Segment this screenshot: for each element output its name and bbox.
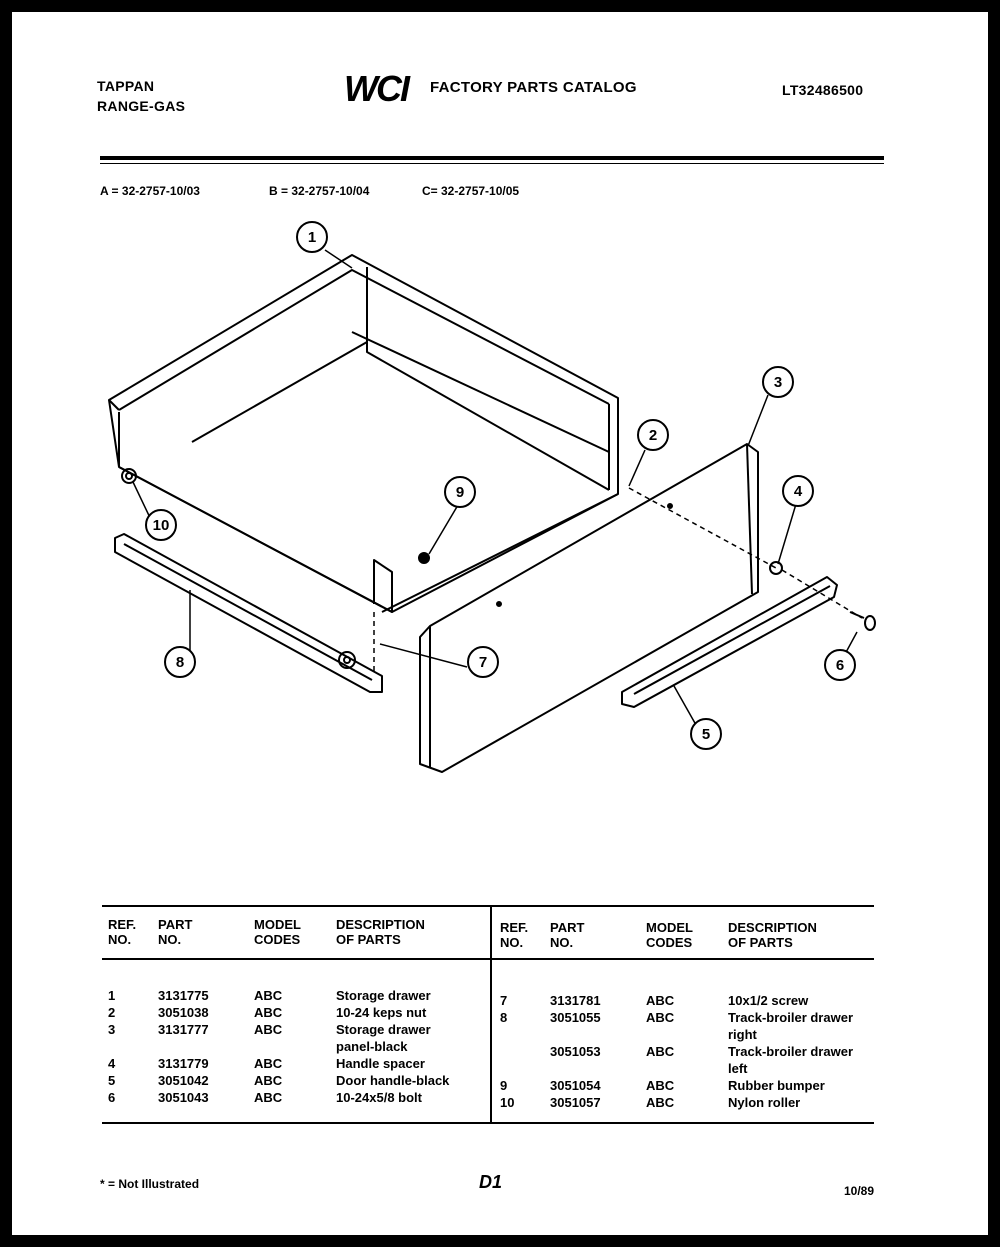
- description-cell: Handle spacer: [336, 1056, 425, 1071]
- parts-table-right: [496, 992, 882, 1111]
- table-row: [496, 1077, 882, 1094]
- revision-date: 10/89: [844, 1184, 875, 1198]
- col-model-codes: MODEL: [254, 917, 301, 932]
- part-no-cell: 3051055: [550, 1010, 601, 1025]
- col-part-no-r-2: NO.: [550, 935, 574, 950]
- catalog-title: FACTORY PARTS CATALOG: [430, 79, 637, 96]
- ref-no-cell: [496, 1060, 546, 1077]
- description-cell: panel-black: [336, 1039, 408, 1054]
- bolt-part: [850, 612, 875, 630]
- handle-spacer-part: [770, 562, 782, 574]
- callout-6: 6: [835, 657, 845, 674]
- col-part-no-r: PART: [550, 920, 585, 935]
- ref-no-cell: 8: [500, 1010, 508, 1025]
- table-row: [104, 1055, 480, 1072]
- col-model-codes-r-2: CODES: [646, 935, 693, 950]
- model-number: LT32486500: [782, 82, 864, 98]
- part-no-cell: 3051054: [550, 1078, 601, 1093]
- description-cell: Track-broiler drawer: [728, 1010, 853, 1025]
- description-cell: 10-24x5/8 bolt: [336, 1090, 422, 1105]
- model-codes-cell: ABC: [254, 1022, 283, 1037]
- brand-name: TAPPAN: [97, 78, 155, 94]
- model-codes-cell: ABC: [646, 1078, 675, 1093]
- description-cell: Rubber bumper: [728, 1078, 825, 1093]
- table-row: [496, 992, 882, 1009]
- ref-no-cell: [496, 1026, 546, 1043]
- part-no-cell: 3051042: [158, 1073, 209, 1088]
- model-codes-cell: [642, 1026, 724, 1043]
- description-cell: Nylon roller: [728, 1095, 801, 1110]
- callout-7: 7: [478, 654, 488, 671]
- part-no-cell: 3131777: [158, 1022, 209, 1037]
- col-ref-no-r: REF.: [500, 920, 529, 935]
- wci-logo: WCI: [344, 68, 408, 109]
- model-code-a: A = 32-2757-10/03: [100, 184, 200, 198]
- table-header-rule: [102, 958, 874, 960]
- col-description-r-2: OF PARTS: [728, 935, 793, 950]
- col-ref-no: REF.: [108, 917, 137, 932]
- col-part-no-2: NO.: [158, 932, 182, 947]
- col-description: DESCRIPTION: [336, 917, 425, 932]
- table-row: [104, 1089, 480, 1106]
- col-description-2: OF PARTS: [336, 932, 401, 947]
- table-row: [104, 987, 480, 1004]
- storage-drawer-part: [109, 255, 618, 612]
- description-cell: 10x1/2 screw: [728, 993, 809, 1008]
- description-cell: left: [728, 1061, 748, 1076]
- ref-no-cell: 1: [108, 988, 116, 1003]
- model-codes-cell: ABC: [646, 1095, 675, 1110]
- parts-catalog-page: [10, 10, 990, 1237]
- part-no-cell: 3051053: [550, 1044, 601, 1059]
- product-type: RANGE-GAS: [97, 98, 186, 114]
- callout-10: 10: [152, 517, 170, 534]
- col-ref-no-r-2: NO.: [500, 935, 524, 950]
- ref-no-cell: [104, 1038, 154, 1055]
- callout-4: 4: [793, 483, 803, 500]
- parts-table-right-header: [496, 920, 882, 950]
- exploded-parts-diagram: [12, 12, 990, 892]
- col-part-no: PART: [158, 917, 193, 932]
- page-number: D1: [479, 1172, 503, 1192]
- part-no-cell: 3131781: [550, 993, 601, 1008]
- description-cell: right: [728, 1027, 757, 1042]
- model-codes-cell: [642, 1060, 724, 1077]
- part-no-cell: [154, 1038, 250, 1055]
- model-code-c: C= 32-2757-10/05: [422, 184, 520, 198]
- part-no-cell: 3051043: [158, 1090, 209, 1105]
- model-codes-cell: [250, 1038, 332, 1055]
- part-no-cell: 3051038: [158, 1005, 209, 1020]
- col-model-codes-2: CODES: [254, 932, 301, 947]
- table-top-rule: [102, 905, 874, 907]
- model-codes-cell: ABC: [254, 1073, 283, 1088]
- col-model-codes-r: MODEL: [646, 920, 693, 935]
- ref-no-cell: [496, 1043, 546, 1060]
- ref-no-cell: 5: [108, 1073, 116, 1088]
- model-codes-cell: ABC: [254, 1005, 283, 1020]
- table-row: [104, 1004, 480, 1021]
- callout-3: 3: [773, 374, 783, 391]
- model-codes-cell: ABC: [254, 1056, 283, 1071]
- part-no-cell: 3131775: [158, 988, 209, 1003]
- ref-no-cell: 9: [500, 1078, 508, 1093]
- model-codes-cell: ABC: [254, 988, 283, 1003]
- table-row: [496, 1094, 882, 1111]
- table-row: [496, 1043, 882, 1060]
- callout-9: 9: [455, 484, 465, 501]
- callout-1: 1: [307, 229, 317, 246]
- ref-no-cell: 10: [500, 1095, 515, 1110]
- table-bottom-rule: [102, 1122, 874, 1124]
- parts-table-left-header: [104, 917, 480, 947]
- description-cell: Track-broiler drawer: [728, 1044, 853, 1059]
- description-cell: 10-24 keps nut: [336, 1005, 427, 1020]
- table-row: [104, 1021, 480, 1038]
- ref-no-cell: 3: [108, 1022, 116, 1037]
- part-no-cell: [546, 1060, 642, 1077]
- ref-no-cell: 6: [108, 1090, 116, 1105]
- table-row: [104, 1072, 480, 1089]
- table-row: [496, 1026, 882, 1043]
- part-no-cell: 3051057: [550, 1095, 601, 1110]
- description-cell: Storage drawer: [336, 1022, 431, 1037]
- table-row: [496, 1009, 882, 1026]
- callout-2: 2: [648, 427, 658, 444]
- col-ref-no-2: NO.: [108, 932, 132, 947]
- model-codes-cell: ABC: [646, 993, 675, 1008]
- ref-no-cell: 2: [108, 1005, 116, 1020]
- part-no-cell: [546, 1026, 642, 1043]
- ref-no-cell: 4: [108, 1056, 116, 1071]
- description-cell: Storage drawer: [336, 988, 431, 1003]
- not-illustrated-note: * = Not Illustrated: [100, 1177, 200, 1191]
- col-description-r: DESCRIPTION: [728, 920, 817, 935]
- table-divider: [490, 905, 492, 1124]
- callout-8: 8: [175, 654, 185, 671]
- parts-table-left: [104, 987, 480, 1106]
- table-row: [104, 1038, 480, 1055]
- callout-5: 5: [701, 726, 711, 743]
- model-codes-cell: ABC: [254, 1090, 283, 1105]
- table-row: [496, 1060, 882, 1077]
- part-no-cell: 3131779: [158, 1056, 209, 1071]
- model-codes-cell: ABC: [646, 1010, 675, 1025]
- ref-no-cell: 7: [500, 993, 508, 1008]
- model-code-b: B = 32-2757-10/04: [269, 184, 370, 198]
- description-cell: Door handle-black: [336, 1073, 450, 1088]
- model-codes-cell: ABC: [646, 1044, 675, 1059]
